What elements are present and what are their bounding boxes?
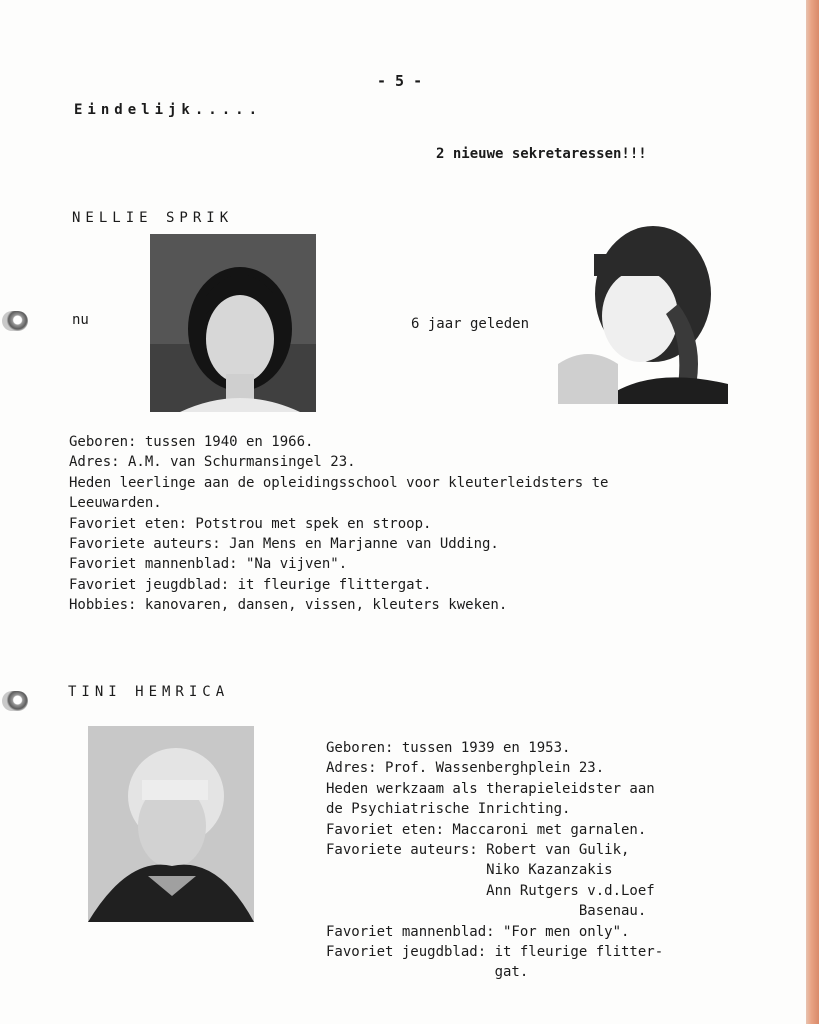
person1-details bbox=[69, 432, 608, 616]
photo-nellie-six-years-ago bbox=[558, 214, 728, 404]
detail-line: Ann Rutgers v.d.Loef bbox=[326, 882, 655, 899]
binder-hole bbox=[2, 691, 28, 711]
detail-line: Favoriet jeugdblad: it fleurige flitter- bbox=[326, 944, 664, 961]
detail-line: Leeuwarden. bbox=[69, 495, 162, 512]
detail-line: de Psychiatrische Inrichting. bbox=[326, 801, 571, 818]
detail-line: Favoriete auteurs: Jan Mens en Marjanne van Udding. bbox=[69, 536, 499, 553]
person2-details bbox=[326, 738, 663, 983]
paper-edge bbox=[806, 0, 819, 1024]
photo-tini bbox=[88, 726, 254, 922]
photo-nellie-now bbox=[150, 234, 316, 412]
person1-name: NELLIE SPRIK bbox=[72, 210, 234, 226]
detail-line: Heden leerlinge aan de opleidingsschool voor kleuterleidsters te bbox=[69, 474, 609, 491]
detail-line: Adres: A.M. van Schurmansingel 23. bbox=[69, 454, 356, 471]
detail-line: Hobbies: kanovaren, dansen, vissen, kleuters kweken. bbox=[69, 597, 508, 614]
detail-line: Basenau. bbox=[326, 903, 647, 920]
detail-line: Favoriet jeugdblad: it fleurige flittergat. bbox=[69, 576, 432, 593]
detail-line: Geboren: tussen 1940 en 1966. bbox=[69, 434, 314, 450]
detail-line: Geboren: tussen 1939 en 1953. bbox=[326, 740, 571, 756]
detail-line: Favoriete auteurs: Robert van Gulik, bbox=[326, 842, 630, 859]
page-heading: Eindelijk..... bbox=[74, 102, 263, 118]
label-six-years-ago: 6 jaar geleden bbox=[411, 316, 530, 332]
label-now: nu bbox=[72, 312, 89, 328]
page-number: - 5 - bbox=[377, 72, 423, 90]
detail-line: Favoriet eten: Maccaroni met garnalen. bbox=[326, 821, 647, 838]
detail-line: Heden werkzaam als therapieleidster aan bbox=[326, 780, 655, 797]
detail-line: gat. bbox=[326, 964, 529, 981]
binder-hole bbox=[2, 311, 28, 331]
detail-line: Favoriet eten: Potstrou met spek en stroop. bbox=[69, 515, 432, 532]
detail-line: Favoriet mannenblad: "For men only". bbox=[326, 923, 630, 940]
detail-line: Adres: Prof. Wassenberghplein 23. bbox=[326, 760, 605, 777]
subheading: 2 nieuwe sekretaressen!!! bbox=[436, 146, 647, 162]
person2-name: TINI HEMRICA bbox=[68, 684, 230, 700]
detail-line: Favoriet mannenblad: "Na vijven". bbox=[69, 556, 348, 573]
detail-line: Niko Kazanzakis bbox=[326, 862, 613, 879]
